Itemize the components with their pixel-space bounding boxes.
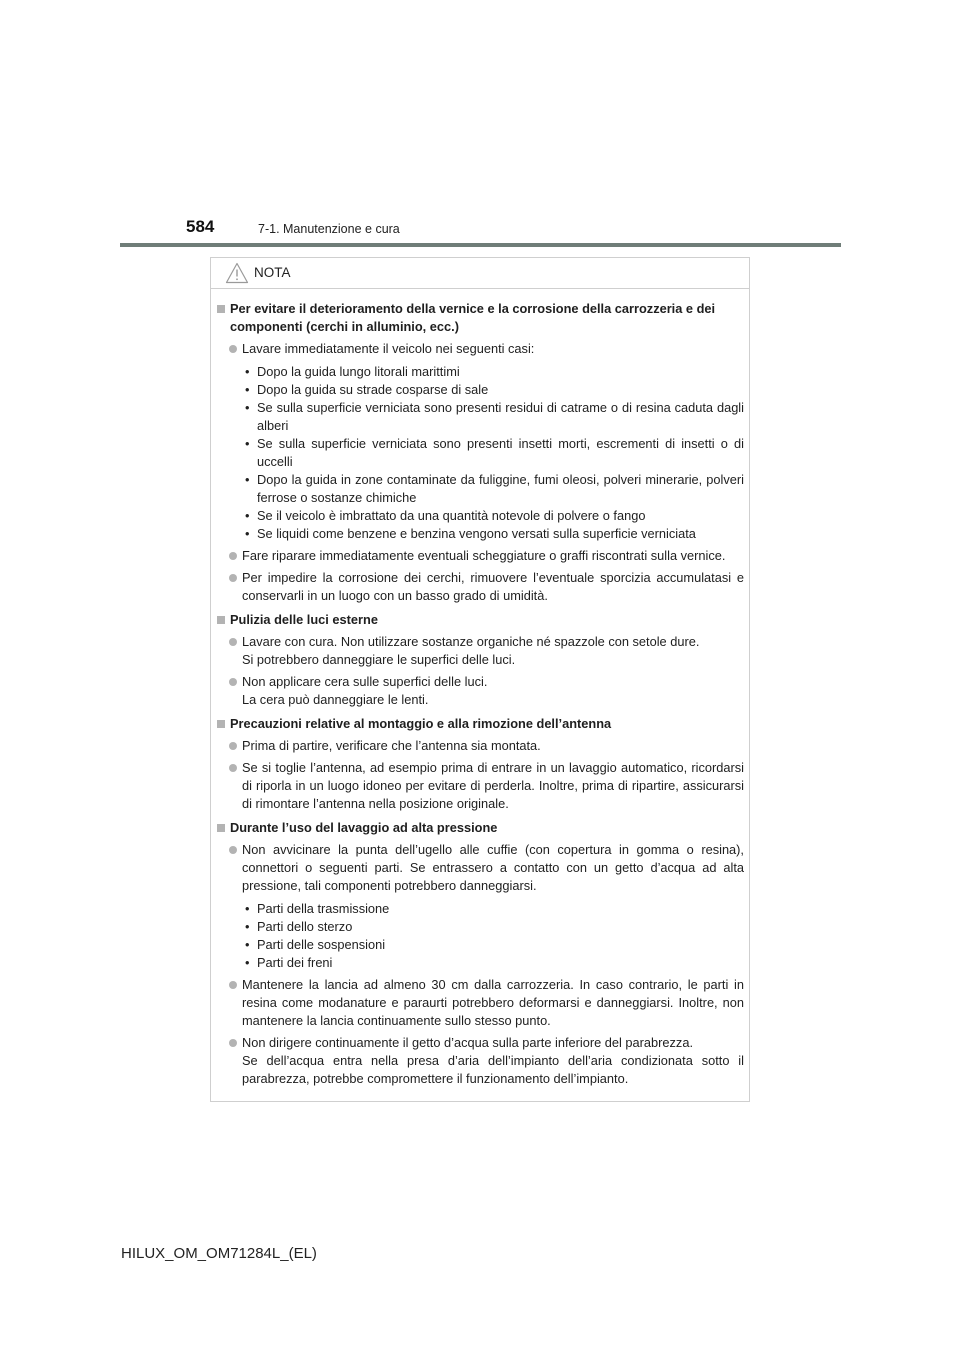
- sub-list-item: [217, 525, 744, 543]
- sub-list-item: [217, 363, 744, 381]
- note-section-heading: [217, 300, 744, 336]
- sub-list: [217, 363, 744, 543]
- bullet-item: [217, 976, 744, 1030]
- bullet-item: [217, 633, 744, 669]
- bullet-item: [217, 737, 744, 755]
- note-section-heading: [217, 715, 744, 733]
- heading-text: Per evitare il deterioramento della vernice e la corrosione della carrozzeria e dei componenti (cerchi in alluminio, ecc.): [230, 301, 716, 334]
- bullet-continuation: La cera può danneggiare le lenti.: [242, 692, 429, 707]
- note-section-heading: [217, 611, 744, 629]
- bullet-text: Lavare immediatamente il veicolo nei seguenti casi:: [242, 341, 535, 356]
- sub-list-item: [217, 507, 744, 525]
- sub-list-item: [217, 435, 744, 471]
- sub-list-item: [217, 381, 744, 399]
- sub-bullet-mark: •: [245, 937, 250, 952]
- sub-text: Se il veicolo è imbrattato da una quantità notevole di polvere o fango: [257, 508, 646, 523]
- bullet-item: [217, 841, 744, 895]
- sub-bullet-mark: •: [245, 400, 250, 415]
- sub-text: Parti della trasmissione: [257, 901, 390, 916]
- note-content: [217, 300, 744, 1088]
- bullet-item: [217, 759, 744, 813]
- sub-text: Se liquidi come benzene e benzina vengono versati sulla superficie verniciata: [257, 526, 696, 541]
- bullet-text: Mantenere la lancia ad almeno 30 cm dalla carrozzeria. In caso contrario, le parti in resina come modanature e paraurti potrebbero deformarsi e danneggiarsi. Inoltre, non mantenere la lancia continuamente sullo stesso punto.: [242, 977, 744, 1028]
- round-bullet-icon: [229, 764, 237, 772]
- round-bullet-icon: [229, 981, 237, 989]
- sub-bullet-mark: •: [245, 526, 250, 541]
- sub-text: Dopo la guida su strade cosparse di sale: [257, 382, 489, 397]
- round-bullet-icon: [229, 345, 237, 353]
- sub-list-item: [217, 471, 744, 507]
- sub-text: Dopo la guida lungo litorali marittimi: [257, 364, 460, 379]
- bullet-item: [217, 569, 744, 605]
- note-title: NOTA: [254, 265, 291, 280]
- bullet-text: Se si toglie l’antenna, ad esempio prima di entrare in un lavaggio automatico, ricordarsi di riporla in un luogo idoneo per evitare di perderla. Inoltre, prima di ripartire, assicurarsi di rimontare l’antenna nella posizione originale.: [242, 760, 744, 811]
- note-header: [211, 258, 749, 289]
- warning-triangle-icon: [225, 262, 249, 284]
- sub-bullet-mark: •: [245, 901, 250, 916]
- square-bullet-icon: [217, 305, 225, 313]
- section-title: 7-1. Manutenzione e cura: [258, 222, 400, 236]
- bullet-item: [217, 1034, 744, 1088]
- bullet-item: [217, 673, 744, 709]
- sub-list-item: [217, 918, 744, 936]
- sub-list-item: [217, 900, 744, 918]
- bullet-continuation: Se dell’acqua entra nella presa d’aria dell’impianto dell’aria condizionata sotto il parabrezza, potrebbe compromettere il funzionamento dell’impianto.: [242, 1053, 744, 1086]
- sub-bullet-mark: •: [245, 955, 250, 970]
- round-bullet-icon: [229, 552, 237, 560]
- bullet-item: [217, 547, 744, 565]
- sub-list-item: [217, 936, 744, 954]
- sub-bullet-mark: •: [245, 364, 250, 379]
- bullet-text: Prima di partire, verificare che l’antenna sia montata.: [242, 738, 541, 753]
- bullet-text: Non applicare cera sulle superfici delle luci.: [242, 674, 488, 689]
- heading-text: Pulizia delle luci esterne: [230, 612, 378, 627]
- square-bullet-icon: [217, 616, 225, 624]
- sub-bullet-mark: •: [245, 436, 250, 451]
- heading-text: Precauzioni relative al montaggio e alla rimozione dell’antenna: [230, 716, 612, 731]
- sub-text: Se sulla superficie verniciata sono presenti residui di catrame o di resina caduta dagli alberi: [257, 400, 744, 433]
- header-divider: [120, 243, 841, 247]
- sub-bullet-mark: •: [245, 382, 250, 397]
- sub-list: [217, 900, 744, 972]
- round-bullet-icon: [229, 742, 237, 750]
- bullet-text: Fare riparare immediatamente eventuali scheggiature o graffi riscontrati sulla vernice.: [242, 548, 726, 563]
- bullet-text: Lavare con cura. Non utilizzare sostanze organiche né spazzole con setole dure.: [242, 634, 700, 649]
- sub-text: Se sulla superficie verniciata sono presenti insetti morti, escrementi di insetti o di uccelli: [257, 436, 744, 469]
- round-bullet-icon: [229, 846, 237, 854]
- bullet-text: Per impedire la corrosione dei cerchi, rimuovere l’eventuale sporcizia accumulatasi e conservarli in un luogo con un basso grado di umidità.: [242, 570, 744, 603]
- bullet-item: [217, 340, 744, 358]
- sub-text: Parti dei freni: [257, 955, 333, 970]
- sub-list-item: [217, 954, 744, 972]
- sub-bullet-mark: •: [245, 919, 250, 934]
- sub-list-item: [217, 399, 744, 435]
- sub-bullet-mark: •: [245, 472, 250, 487]
- note-box: [210, 257, 750, 1102]
- round-bullet-icon: [229, 678, 237, 686]
- heading-text: Durante l’uso del lavaggio ad alta pressione: [230, 820, 498, 835]
- sub-bullet-mark: •: [245, 508, 250, 523]
- document-code: HILUX_OM_OM71284L_(EL): [121, 1245, 317, 1262]
- note-section-heading: [217, 819, 744, 837]
- bullet-text: Non avvicinare la punta dell’ugello alle cuffie (con copertura in gomma o resina), connettori o seguenti parti. Se entrassero a contatto con un getto d’acqua ad alta pressione, tali componenti potrebbero danneggiarsi.: [242, 842, 744, 893]
- sub-text: Parti dello sterzo: [257, 919, 353, 934]
- round-bullet-icon: [229, 1039, 237, 1047]
- square-bullet-icon: [217, 720, 225, 728]
- page-number: 584: [186, 217, 215, 236]
- round-bullet-icon: [229, 638, 237, 646]
- sub-text: Dopo la guida in zone contaminate da fuliggine, fumi oleosi, polveri minerarie, polveri ferrose o sostanze chimiche: [257, 472, 744, 505]
- bullet-text: Non dirigere continuamente il getto d’acqua sulla parte inferiore del parabrezza.: [242, 1035, 694, 1050]
- bullet-continuation: Si potrebbero danneggiare le superfici delle luci.: [242, 652, 516, 667]
- round-bullet-icon: [229, 574, 237, 582]
- sub-text: Parti delle sospensioni: [257, 937, 386, 952]
- square-bullet-icon: [217, 824, 225, 832]
